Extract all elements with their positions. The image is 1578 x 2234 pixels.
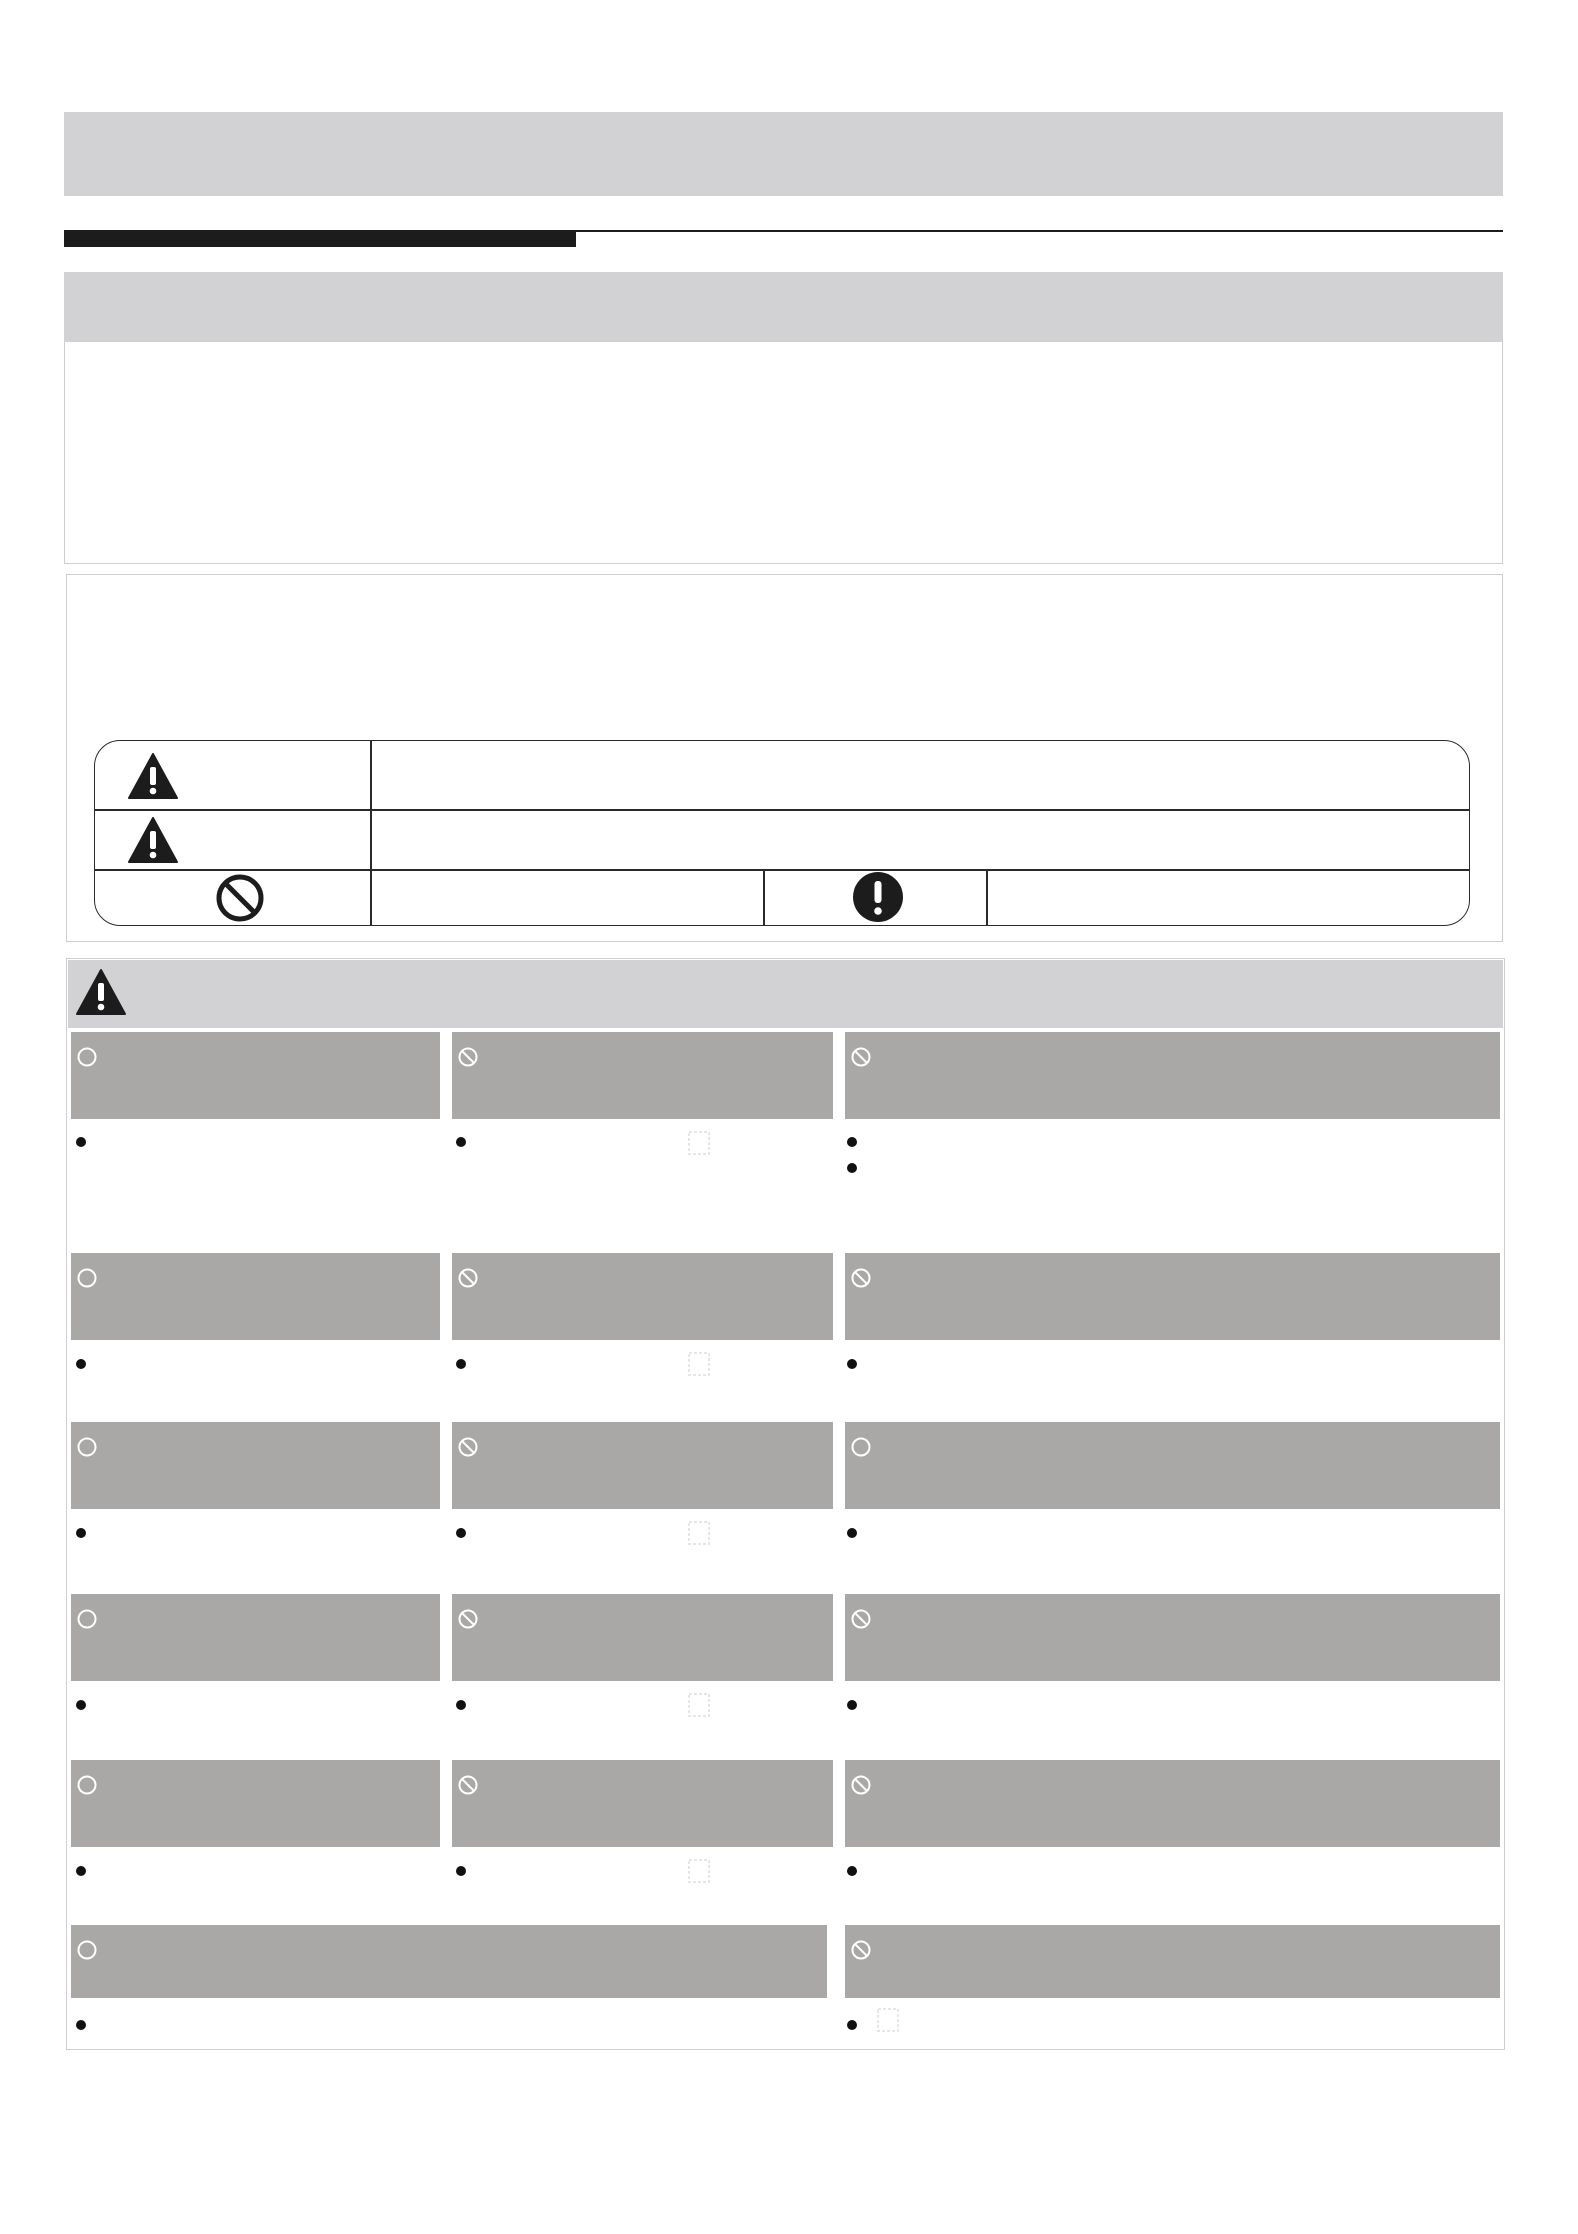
section-rule-thin [576,230,1503,232]
action-circle-icon [76,1436,98,1458]
bullet [456,1866,466,1876]
warnings-header [68,960,1503,1028]
warning-card [71,1032,440,1119]
action-circle-icon [76,1046,98,1068]
warning-card [452,1594,833,1681]
table-divider [763,869,765,926]
bullet [847,1163,857,1173]
intro-section-header [64,272,1503,342]
prohibited-icon [457,1267,479,1289]
faint-mark [688,1859,710,1883]
warning-card [845,1594,1500,1681]
prohibited-icon [850,1774,872,1796]
table-divider [95,869,1470,871]
action-circle-icon [850,1436,872,1458]
warning-card [845,1032,1500,1119]
faint-mark [688,1352,710,1376]
warning-card [71,1253,440,1340]
bullet [847,1528,857,1538]
bullet [76,1359,86,1369]
prohibited-icon [850,1608,872,1630]
warning-card [71,1760,440,1847]
bullet [456,1359,466,1369]
table-divider [986,869,988,926]
warning-card [452,1032,833,1119]
action-circle-icon [76,1608,98,1630]
warning-card [845,1925,1500,1998]
bullet [76,1700,86,1710]
section-rule-thick [64,230,576,247]
intro-section-body [64,342,1503,564]
warning-card [452,1760,833,1847]
action-circle-icon [76,1939,98,1961]
faint-mark [688,1693,710,1717]
warning-card [845,1422,1500,1509]
warning-card [71,1925,827,1998]
mandatory-exclamation-icon [852,871,904,923]
bullet [456,1137,466,1147]
warning-card [845,1253,1500,1340]
warning-triangle-icon [75,968,127,1016]
bullet [76,1528,86,1538]
symbol-legend-table [94,740,1470,926]
prohibited-icon [215,873,265,923]
prohibited-icon [457,1436,479,1458]
prohibited-icon [457,1608,479,1630]
bullet [456,1700,466,1710]
faint-mark [877,2008,899,2032]
warning-card [452,1253,833,1340]
warning-card [452,1422,833,1509]
warning-card [71,1422,440,1509]
prohibited-icon [850,1267,872,1289]
action-circle-icon [76,1267,98,1289]
prohibited-icon [850,1939,872,1961]
bullet [847,1700,857,1710]
bullet [76,1137,86,1147]
bullet [847,1137,857,1147]
bullet [76,2020,86,2030]
bullet [76,1866,86,1876]
table-divider [95,809,1470,811]
warning-triangle-icon [127,752,179,800]
warning-card [71,1594,440,1681]
faint-mark [688,1521,710,1545]
table-divider [370,741,372,926]
prohibited-icon [850,1046,872,1068]
action-circle-icon [76,1774,98,1796]
bullet [847,1359,857,1369]
bullet [456,1528,466,1538]
caution-triangle-icon [127,816,179,864]
prohibited-icon [457,1774,479,1796]
warning-card [845,1760,1500,1847]
faint-mark [688,1131,710,1155]
bullet [847,2020,857,2030]
title-banner [64,112,1503,196]
prohibited-icon [457,1046,479,1068]
bullet [847,1866,857,1876]
